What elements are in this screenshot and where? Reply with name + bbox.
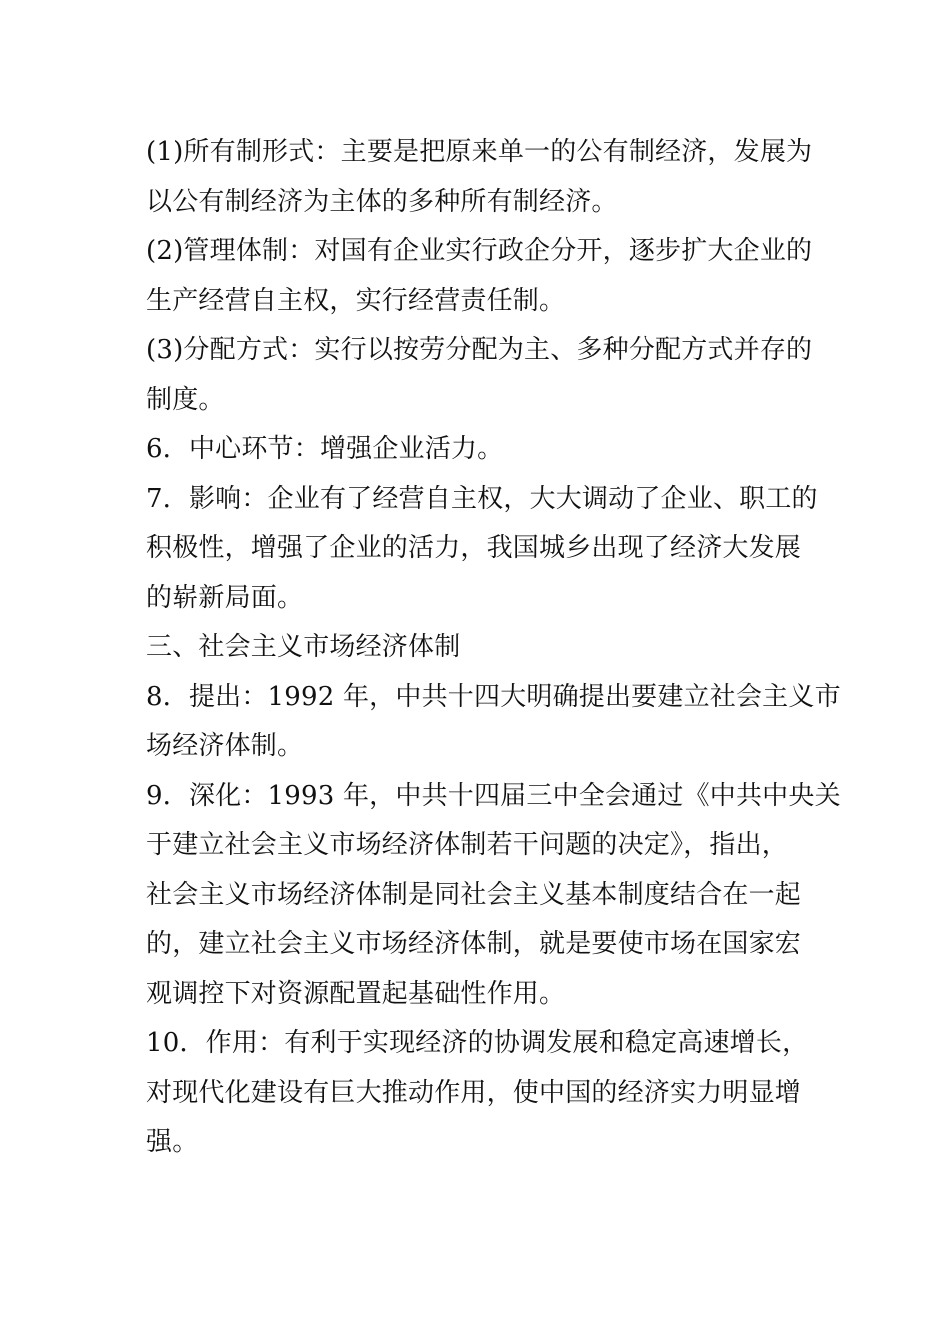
text-line: 7．影响：企业有了经营自主权，大大调动了企业、职工的: [146, 483, 818, 514]
text-line: 制度。: [146, 384, 225, 415]
text-line: 社会主义市场经济体制是同社会主义基本制度结合在一起: [146, 879, 802, 910]
paragraph-deepening: [146, 772, 841, 1020]
section-heading: [146, 623, 810, 673]
paragraph-central-link: [146, 425, 810, 475]
text-line: 生产经营自主权，实行经营责任制。: [146, 285, 566, 316]
paragraph-distribution-method: [146, 326, 813, 425]
text-line: 场经济体制。: [146, 731, 304, 761]
text-line: 积极性，增强了企业的活力，我国城乡出现了经济大发展: [146, 533, 802, 563]
paragraph-ownership-form: [146, 128, 813, 227]
text-line: 三、社会主义市场经济体制: [146, 632, 461, 662]
paragraph-proposal: [146, 673, 841, 772]
text-line: 的崭新局面。: [146, 582, 304, 613]
text-line: 观调控下对资源配置起基础性作用。: [146, 978, 566, 1009]
text-line: 对现代化建设有巨大推动作用，使中国的经济实力明显增: [146, 1077, 802, 1108]
text-line: 于建立社会主义市场经济体制若干问题的决定》，指出，: [146, 830, 789, 860]
text-line: (1)所有制形式：主要是把原来单一的公有制经济，发展为: [146, 137, 813, 167]
text-line: 强。: [146, 1127, 199, 1157]
text-line: (3)分配方式：实行以按劳分配为主、多种分配方式并存的: [146, 335, 813, 365]
text-line: 以公有制经济为主体的多种所有制经济。: [146, 186, 618, 217]
text-line: (2)管理体制：对国有企业实行政企分开，逐步扩大企业的: [146, 236, 813, 266]
text-line: 10．作用：有利于实现经济的协调发展和稳定高速增长，: [146, 1028, 809, 1058]
text-line: 的，建立社会主义市场经济体制，就是要使市场在国家宏: [146, 929, 802, 959]
text-line: 9．深化：1993 年，中共十四届三中全会通过《中共中央关: [146, 780, 841, 811]
document-body: [146, 128, 841, 1168]
paragraph-role: [146, 1019, 810, 1168]
paragraph-influence: [146, 475, 818, 624]
paragraph-management-system: [146, 227, 813, 326]
text-line: 8．提出：1992 年，中共十四大明确提出要建立社会主义市: [146, 681, 841, 712]
text-line: 6．中心环节：增强企业活力。: [146, 434, 504, 464]
